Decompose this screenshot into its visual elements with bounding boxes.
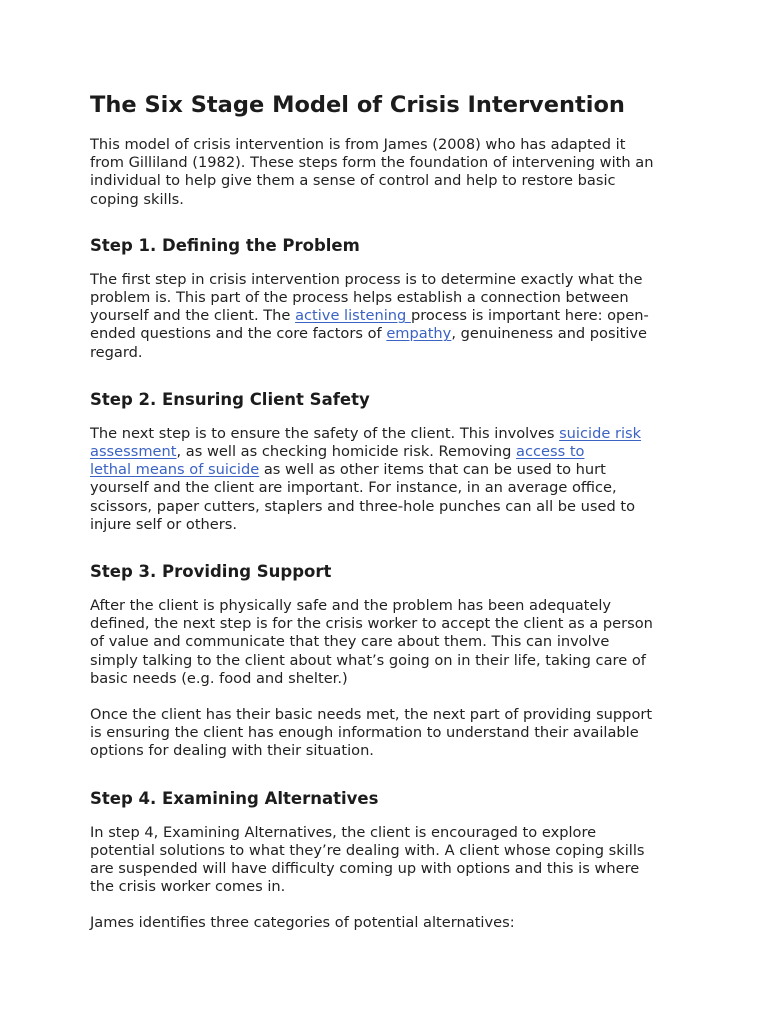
lethal-means-link[interactable]: lethal means of suicide <box>90 461 260 479</box>
text-line: options for dealing with their situation. <box>90 742 374 760</box>
document-page <box>90 88 680 951</box>
step2-heading: Step 2. Ensuring Client Safety <box>90 389 370 409</box>
step4-paragraph-2 <box>90 914 680 932</box>
text-line: James identifies three categories of potential alternatives: <box>90 914 515 932</box>
step1-paragraph <box>90 271 680 362</box>
active-listening-link[interactable]: active listening <box>295 307 411 325</box>
step3-heading: Step 3. Providing Support <box>90 562 332 582</box>
step3-paragraph-1 <box>90 597 680 688</box>
text-line: problem is. This part of the process helps establish a connection between <box>90 289 629 307</box>
text-line: After the client is physically safe and the problem has been adequately <box>90 597 612 615</box>
text-line <box>90 443 680 461</box>
text-line: potential solutions to what they’re dealing with. A client whose coping skills <box>90 841 645 859</box>
text-line <box>90 307 680 325</box>
text-line: regard. <box>90 343 143 361</box>
text-line: The first step in crisis intervention process is to determine exactly what the <box>90 270 643 288</box>
text-segment: The next step is to ensure the safety of the client. This involves <box>90 424 560 442</box>
text-segment: yourself and the client. The <box>90 307 296 325</box>
text-line: individual to help give them a sense of control and help to restore basic <box>90 172 616 190</box>
text-line: from Gilliland (1982). These steps form the foundation of intervening with an <box>90 154 654 172</box>
text-line: defined, the next step is for the crisis worker to accept the client as a person <box>90 615 653 633</box>
step4-paragraph-1 <box>90 824 680 897</box>
text-line: scissors, paper cutters, staplers and three-hole punches can all be used to <box>90 497 636 515</box>
page-title: The Six Stage Model of Crisis Intervention <box>90 92 625 118</box>
text-segment: process is important here: open- <box>410 307 649 325</box>
step2-paragraph <box>90 425 680 534</box>
text-line: coping skills. <box>90 190 184 208</box>
suicide-risk-assessment-link[interactable]: suicide risk <box>559 424 642 442</box>
text-line: yourself and the client are important. For instance, in an average office, <box>90 479 617 497</box>
suicide-risk-assessment-link[interactable]: assessment <box>90 443 177 461</box>
text-segment: as well as other items that can be used to hurt <box>259 461 606 479</box>
text-line: are suspended will have difficulty coming up with options and this is where <box>90 860 640 878</box>
text-line <box>90 461 680 479</box>
text-segment: , as well as checking homicide risk. Removing <box>176 443 517 461</box>
text-line: In step 4, Examining Alternatives, the client is encouraged to explore <box>90 823 597 841</box>
text-segment: , genuineness and positive <box>451 325 648 343</box>
text-line: of value and communicate that they care about them. This can involve <box>90 633 610 651</box>
step4-heading: Step 4. Examining Alternatives <box>90 788 379 808</box>
text-segment: ended questions and the core factors of <box>90 325 387 343</box>
intro-paragraph <box>90 136 680 209</box>
empathy-link[interactable]: empathy <box>386 325 452 343</box>
lethal-means-link[interactable]: access to <box>516 443 585 461</box>
step1-heading: Step 1. Defining the Problem <box>90 235 360 255</box>
text-line: This model of crisis intervention is from James (2008) who has adapted it <box>90 136 626 153</box>
step3-paragraph-2 <box>90 706 680 761</box>
text-line <box>90 325 680 343</box>
text-line: injure self or others. <box>90 515 238 533</box>
text-line: Once the client has their basic needs met, the next part of providing support <box>90 706 653 724</box>
text-line: basic needs (e.g. food and shelter.) <box>90 669 348 687</box>
text-line: simply talking to the client about what’s going on in their life, taking care of <box>90 651 646 669</box>
text-line: is ensuring the client has enough information to understand their available <box>90 724 639 742</box>
text-line: the crisis worker comes in. <box>90 878 286 896</box>
text-line <box>90 425 680 443</box>
